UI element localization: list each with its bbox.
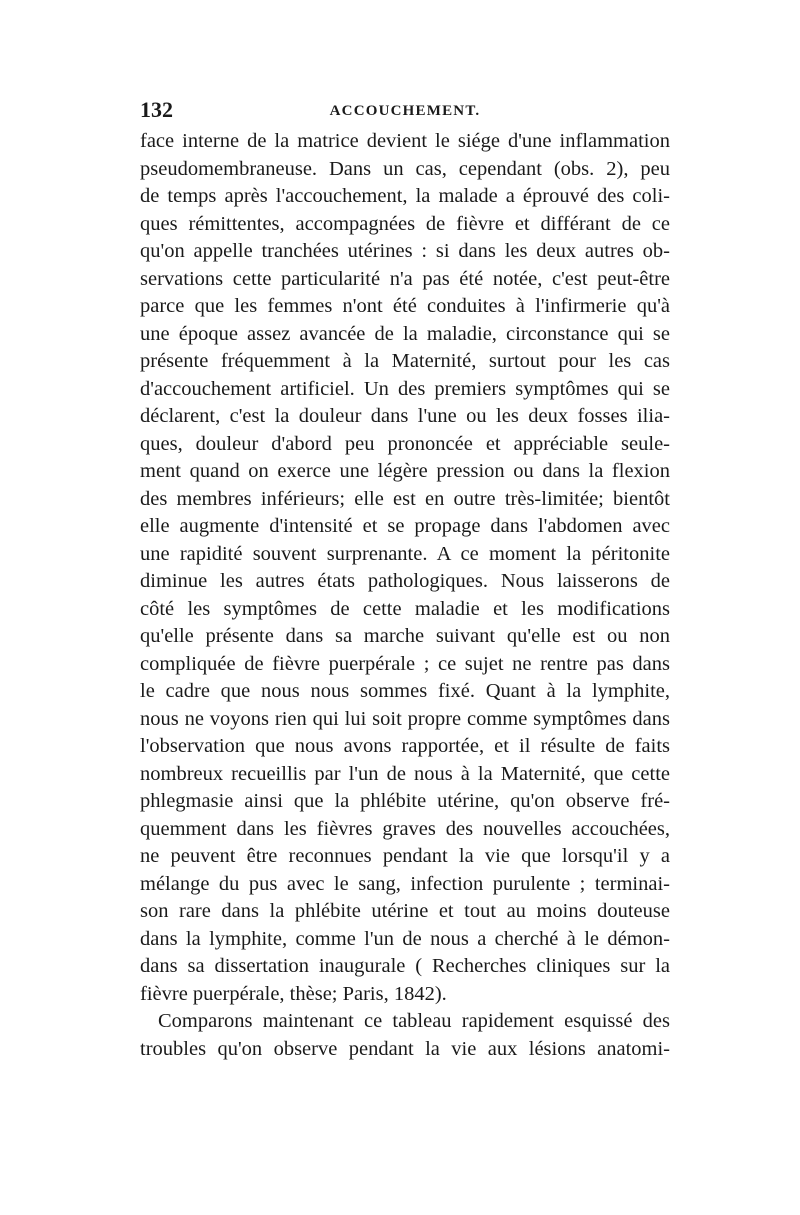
text-line: face interne de la matrice devient le siége d'une inflammation bbox=[140, 130, 670, 152]
text-line: présente fréquemment à la Maternité, surtout pour les cas bbox=[140, 350, 670, 372]
text-line: le cadre que nous nous sommes fixé. Quant à la lymphite, bbox=[140, 680, 670, 702]
page-header bbox=[140, 96, 670, 124]
text-line: ques, douleur d'abord peu prononcée et appréciable seule- bbox=[140, 432, 670, 455]
text-line: qu'on appelle tranchées utérines : si dans les deux autres ob- bbox=[140, 240, 670, 262]
text-line: fièvre puerpérale, thèse; Paris, 1842). bbox=[140, 982, 447, 1005]
text-line: Comparons maintenant ce tableau rapidement esquissé des bbox=[158, 1010, 670, 1032]
text-line: une époque assez avancée de la maladie, circonstance qui se bbox=[140, 322, 670, 345]
text-line: phlegmasie ainsi que la phlébite utérine, qu'on observe fré- bbox=[140, 790, 670, 812]
text-line: déclarent, c'est la douleur dans l'une ou les deux fosses ilia- bbox=[140, 405, 670, 427]
text-line: diminue les autres états pathologiques. Nous laisserons de bbox=[140, 570, 670, 592]
text-line: nous ne voyons rien qui lui soit propre comme symptômes dans bbox=[140, 707, 670, 730]
page-number: 132 bbox=[140, 97, 173, 122]
body-text bbox=[140, 128, 670, 1063]
text-line: pseudomembraneuse. Dans un cas, cependant (obs. 2), peu bbox=[140, 157, 670, 180]
text-line: des membres inférieurs; elle est en outre très-limitée; bientôt bbox=[140, 487, 670, 510]
text-line: une rapidité souvent surprenante. A ce moment la péritonite bbox=[140, 542, 670, 565]
text-line: quemment dans les fièvres graves des nouvelles accouchées, bbox=[140, 817, 670, 840]
text-line: ne peuvent être reconnues pendant la vie que lorsqu'il y a bbox=[140, 845, 670, 867]
text-line: compliquée de fièvre puerpérale ; ce sujet ne rentre pas dans bbox=[140, 652, 670, 675]
text-line: qu'elle présente dans sa marche suivant qu'elle est ou non bbox=[140, 625, 670, 647]
text-line: mélange du pus avec le sang, infection purulente ; terminai- bbox=[140, 872, 670, 895]
text-line: son rare dans la phlébite utérine et tout au moins douteuse bbox=[140, 900, 670, 922]
text-line: l'observation que nous avons rapportée, et il résulte de faits bbox=[140, 735, 670, 757]
running-head: ACCOUCHEMENT. bbox=[329, 103, 481, 119]
text-line: dans la lymphite, comme l'un de nous a cherché à le démon- bbox=[140, 927, 670, 950]
text-line: d'accouchement artificiel. Un des premiers symptômes qui se bbox=[140, 377, 670, 400]
text-line: ment quand on exerce une légère pression ou dans la flexion bbox=[140, 460, 670, 482]
text-line: troubles qu'on observe pendant la vie aux lésions anatomi- bbox=[140, 1037, 670, 1060]
text-line: dans sa dissertation inaugurale ( Recherches cliniques sur la bbox=[140, 955, 670, 977]
text-line: servations cette particularité n'a pas été notée, c'est peut-être bbox=[140, 267, 670, 290]
text-line: parce que les femmes n'ont été conduites à l'infirmerie qu'à bbox=[140, 295, 670, 317]
text-line: de temps après l'accouchement, la malade a éprouvé des coli- bbox=[140, 185, 670, 207]
text-line: ques rémittentes, accompagnées de fièvre et différant de ce bbox=[140, 212, 670, 235]
text-line: côté les symptômes de cette maladie et les modifications bbox=[140, 597, 670, 620]
text-line: elle augmente d'intensité et se propage dans l'abdomen avec bbox=[140, 515, 670, 537]
text-line: nombreux recueillis par l'un de nous à la Maternité, que cette bbox=[140, 762, 670, 785]
